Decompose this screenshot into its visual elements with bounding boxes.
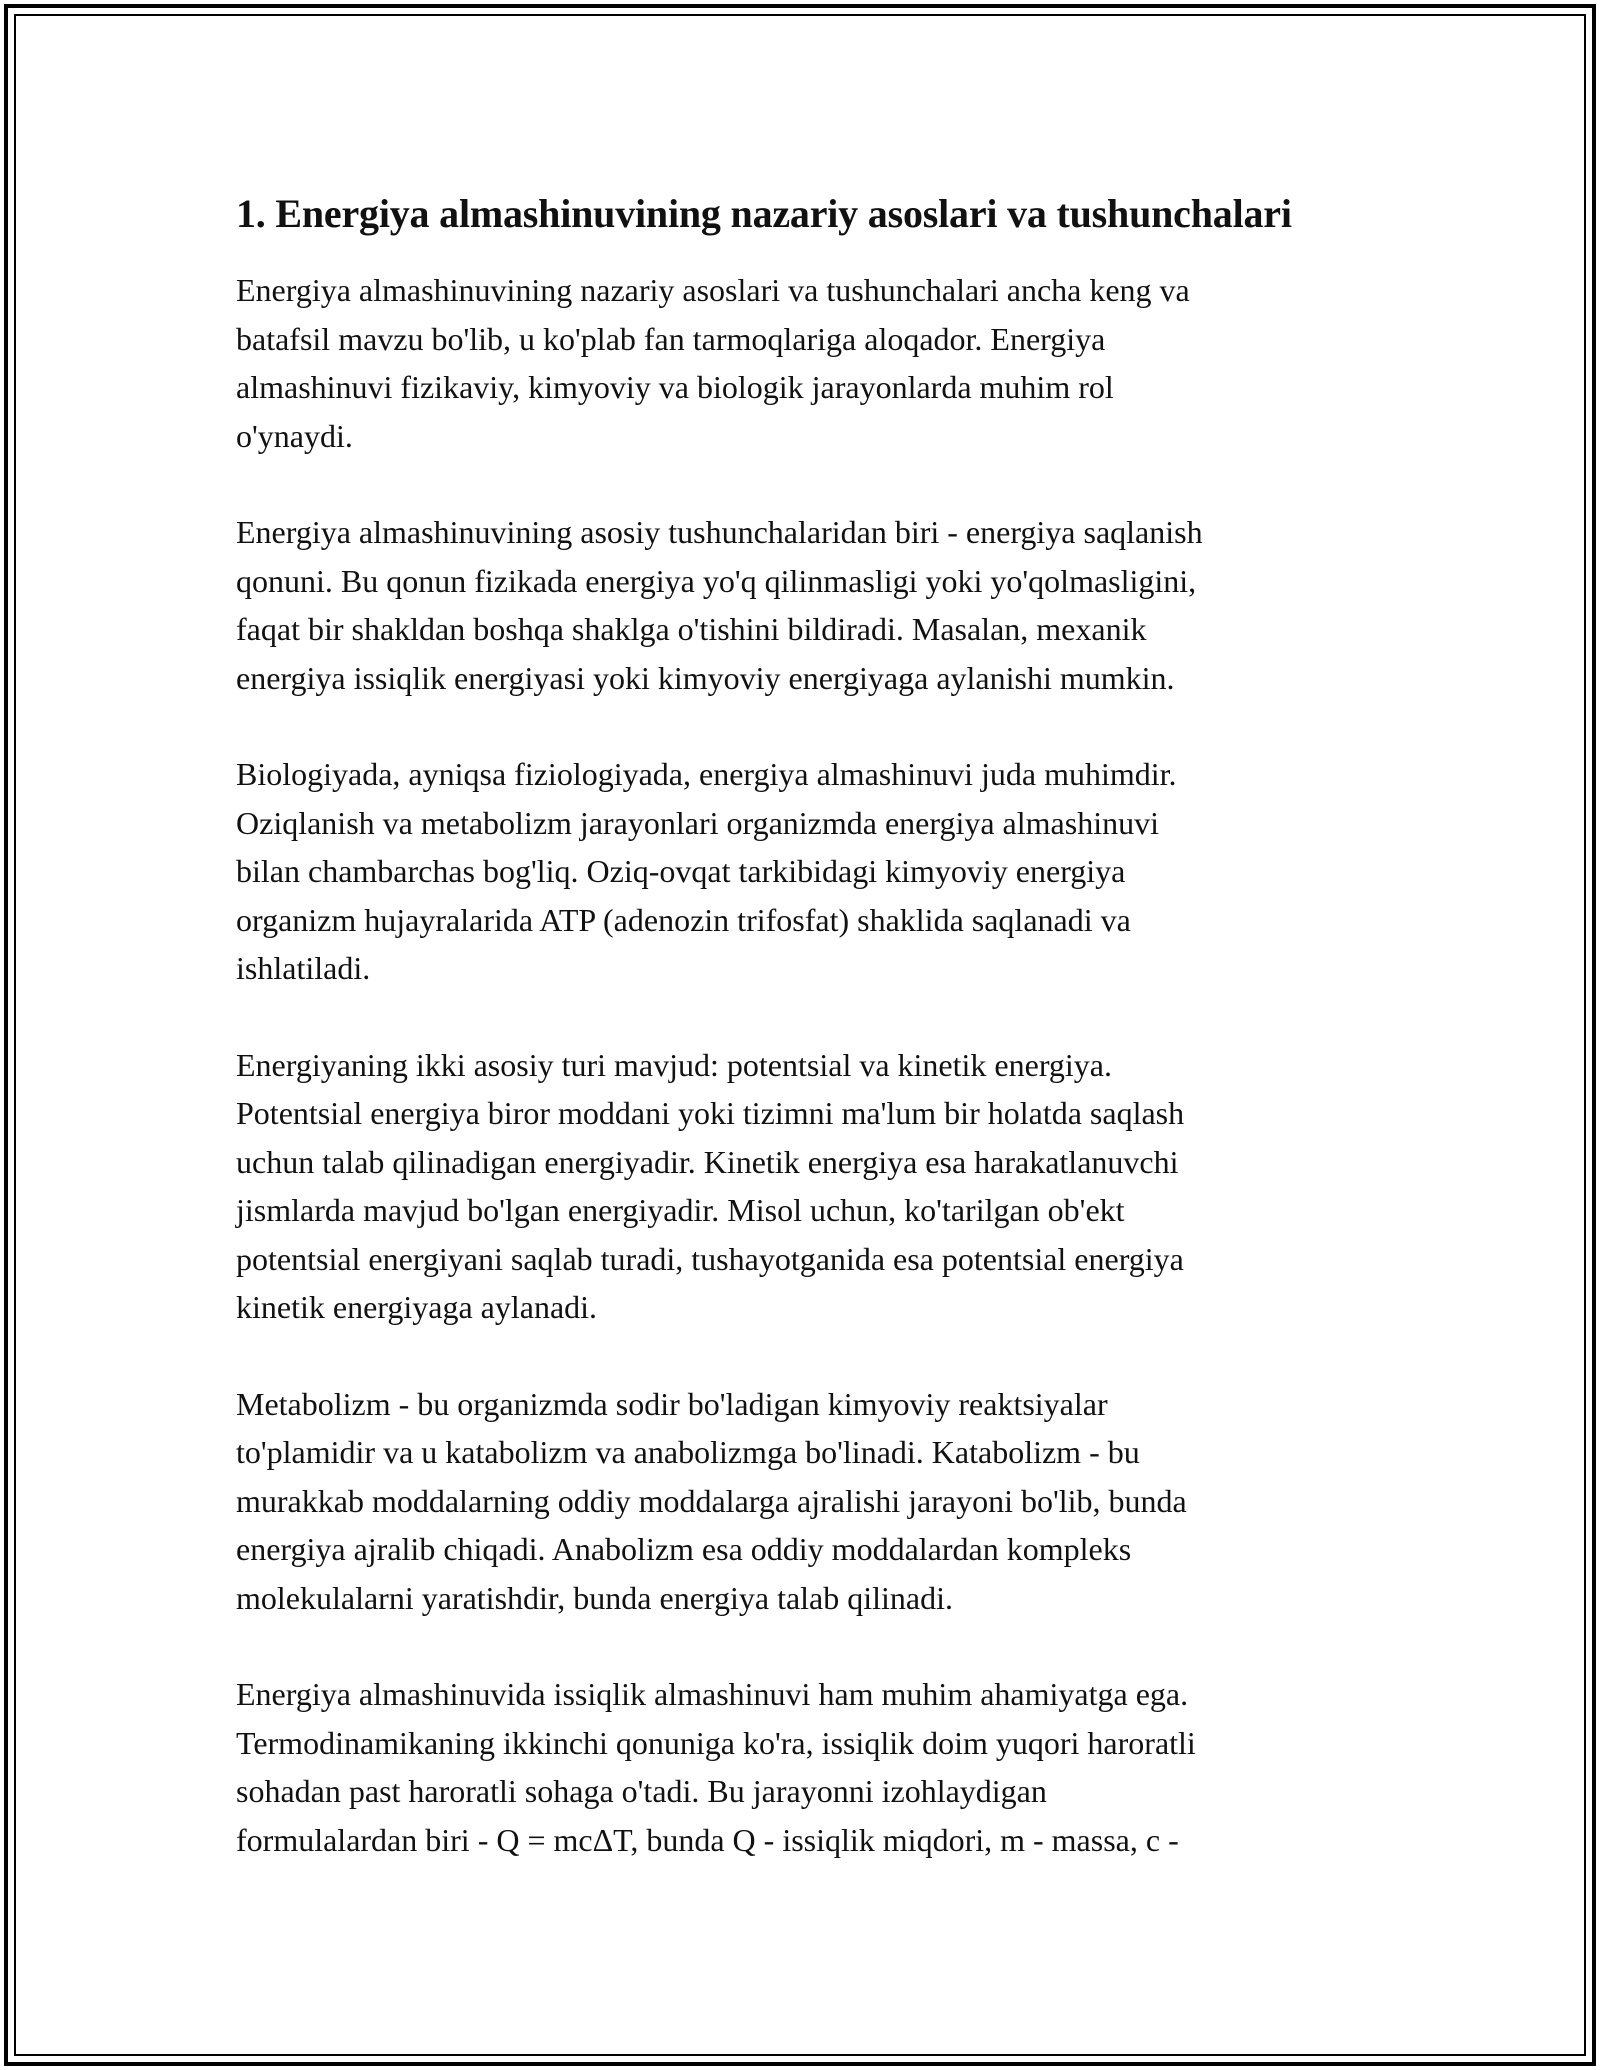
paragraph-4: Energiyaning ikki asosiy turi mavjud: potentsial va kinetik energiya. Potentsial energiya biror moddani yoki tizimni ma'lum bir holatda saqlash uchun talab qilinadigan energiyadir. Kinetik energiya esa harakatlanuvchi jismlarda mavjud bo'lgan energiyadir. Misol uchun, ko'tarilgan ob'ekt potentsial energiyani saqlab turadi, tushayotganida esa potentsial energiya kinetik energiyaga aylanadi. (236, 1046, 1185, 1325)
paragraph-6: Energiya almashinuvida issiqlik almashinuvi ham muhim ahamiyatga ega. Termodinamikaning ikkinchi qonuniga ko'ra, issiqlik doim yuqori haroratli sohadan past haroratli sohaga o'tadi. Bu jarayonni izohlaydigan formulalardan biri - Q = mcΔT, bunda Q - issiqlik miqdori, m - massa, c - (236, 1676, 1196, 1858)
paragraph-1: Energiya almashinuvining nazariy asoslari va tushunchalari ancha keng va batafsil mavzu bo'lib, u ko'plab fan tarmoqlariga aloqador. Energiya almashinuvi fizikaviy, kimyoviy va biologik jarayonlarda muhim rol o'ynaydi. (236, 272, 1190, 454)
section-heading: 1. Energiya almashinuvining nazariy asoslari va tushunchalari (236, 191, 1292, 236)
document-body (236, 184, 1416, 1912)
paragraph-5: Metabolizm - bu organizmda sodir bo'ladigan kimyoviy reaktsiyalar to'plamidir va u katabolizm va anabolizmga bo'linadi. Katabolizm - bu murakkab moddalarning oddiy moddalarga ajralishi jarayoni bo'lib, bunda energiya ajralib chiqadi. Anabolizm esa oddiy moddalardan kompleks molekulalarni yaratishdir, bunda energiya talab qilinadi. (236, 1385, 1187, 1616)
paragraph-2: Energiya almashinuvining asosiy tushunchalaridan biri - energiya saqlanish qonuni. Bu qonun fizikada energiya yo'q qilinmasligi yoki yo'qolmasligini, faqat bir shakldan boshqa shaklga o'tishini bildiradi. Masalan, mexanik energiya issiqlik energiyasi yoki kimyoviy energiyaga aylanishi mumkin. (236, 514, 1203, 696)
paragraph-3: Biologiyada, ayniqsa fiziologiyada, energiya almashinuvi juda muhimdir. Oziqlanish va metabolizm jarayonlari organizmda energiya almashinuvi bilan chambarchas bog'liq. Oziq-ovqat tarkibidagi kimyoviy energiya organizm hujayralarida ATP (adenozin trifosfat) shaklida saqlanadi va ishlatiladi. (236, 756, 1177, 986)
